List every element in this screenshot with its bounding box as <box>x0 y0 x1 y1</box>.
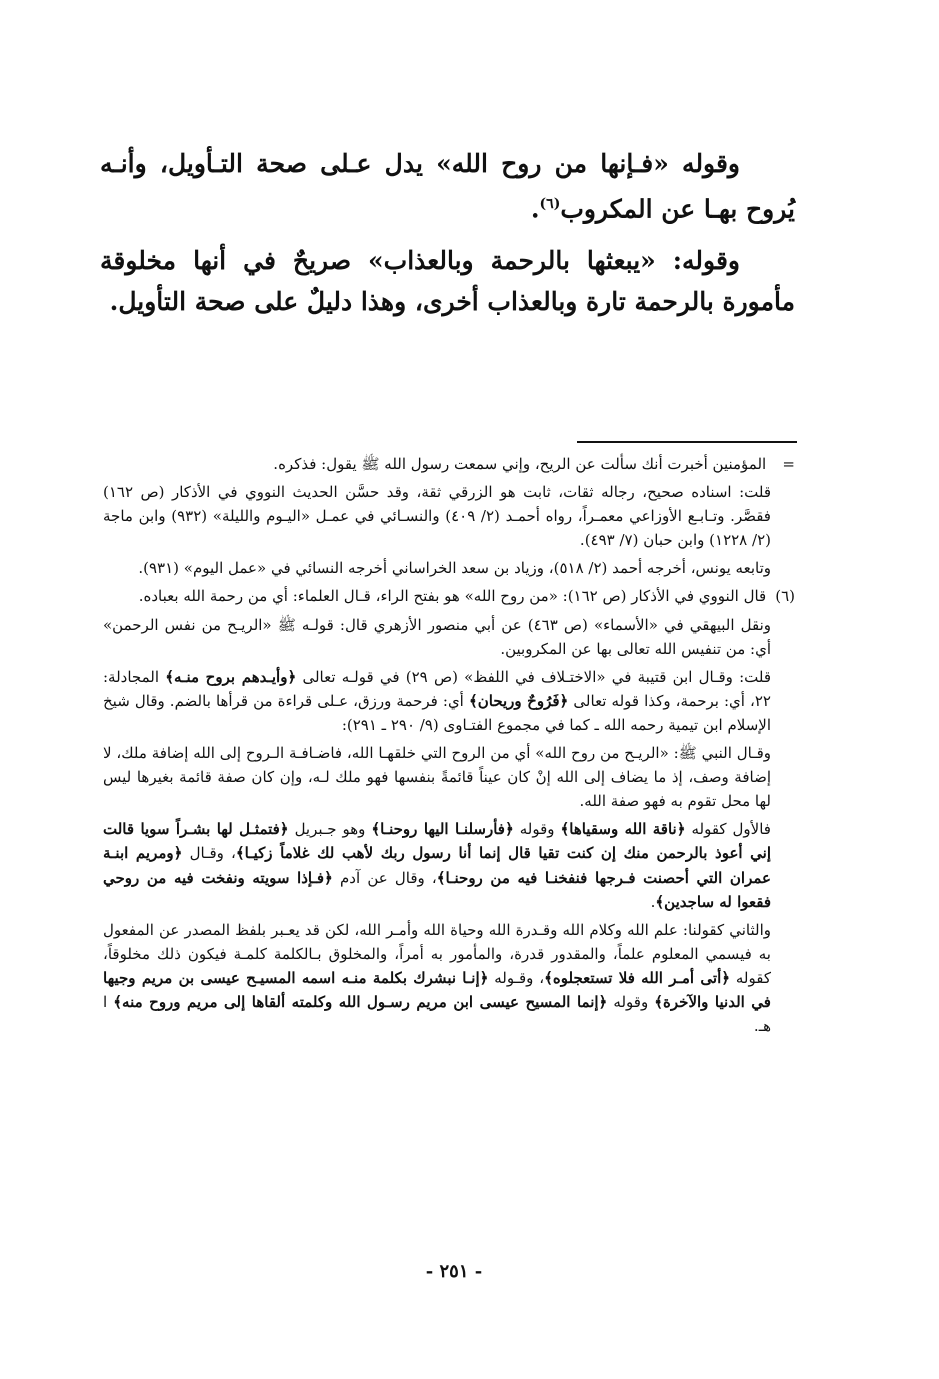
footnote-note-b: وتابعه يونس، أخرجه أحمد (٢/ ٥١٨)، وزياد بن سعد الخراساني أخرجه النسائي في «عمل اليوم» (٩٣١). <box>138 559 771 578</box>
quran-quote: ﴿ومريم ابنـة عمران التي أحصنت فـرجها فنفخنـا فيه من روحنـا﴾ <box>103 844 771 887</box>
footnote-6-number: (٦) <box>775 587 795 606</box>
quran-quote: ﴿ناقة الله وسقياها﴾ <box>560 820 686 839</box>
footnote-6-paragraph-6: والثاني كقولنا: علم الله وكلام الله وقـدرة الله وحياة الله وأمـر الله، لكن قد يعـبر بلفظ المصدر عن المفعول به فيسمي المعلوم علماً، والمقدور قدرة، والمأمور به أمراً، والمخلوق بـالكلمة كلمـة فيكون ذلك مخلوقاً، كقوله ﴿أتى أمـر الله فلا تستعجلوه﴾، وقـوله ﴿إنـا نبشرك بكلمة منـه اسمه المسيـح عيسى بن مريم وجيها في الدنيا والآخرة﴾ وقوله ﴿إنما المسيح عيسى ابن مريم رسـول الله وكلمته ألقاها إلى مريم وروح منه﴾ ا هـ. <box>103 920 771 1036</box>
main-paragraph-1-text: وقوله «فـإنها من روح الله» يدل عـلى صحة التـأويل، وأنـه يُروح بهـا عن المكروب$^{(٦)}$. <box>100 149 795 224</box>
footnote-note-a: قلت: اسناده صحيح، رجاله ثقات، ثابت هو الزرقي ثقة، وقد حسَّن الحديث النووي في الأذكار (ص ١٦٢) فقصَّر. وتـابـع الأوزاعي معمـراً، رواه أحمـد (٢/ ٤٠٩) والنسـائي في عمـل «اليـوم والليلة» (٩٣٢) وابن ماجة (٢/ ١٢٢٨) وابن حبان (٧/ ٤٩٣). <box>103 483 771 550</box>
quran-quote: ﴿فَرُوحٌ وريحان﴾ <box>468 691 569 710</box>
continuation-text: المؤمنين أخبرت أنك سألت عن الريح، وإني سمعت رسول الله ﷺ يقول: فذكره. <box>273 455 767 473</box>
quran-quote: ﴿فـإذا سويته ونفخت فيه من روحي فقعوا له ساجدين﴾ <box>103 868 771 911</box>
footnote-6-paragraph-4: وقـال النبي ﷺ: «الريـح من روح الله» أي من الروح التي خلقهـا الله، فاضـافـة الـروح إلى الله إضافة ملك، لا إضافة وصف، إذ ما يضاف إلى الله إنْ كان عيناً قائمةً بنفسها فهو ملك لـه، وإن كان صفة قائمة بغيرها ليس لها محل تقوم به فهو صفة الله. <box>103 744 771 811</box>
footnote-6-paragraph-5: فالأول كقوله ﴿ناقة الله وسقياها﴾ وقوله ﴿فأرسلنـا اليها روحنـا﴾ وهو جـبريل ﴿فتمثـل لها بشـراً سويا قالت إني أعوذ بالرحمن منك إن كنت تقيا قال إنما أنا رسول ربك لأهب لك غلاماً زكيـا﴾، وقـال ﴿ومريم ابنـة عمران التي أحصنت فـرجها فنفخنـا فيه من روحنـا﴾، وقال عن آدم ﴿فـإذا سويته ونفخت فيه من روحي فقعوا له ساجدين﴾. <box>103 820 772 911</box>
footnote-6 <box>103 584 795 608</box>
footnote-separator <box>577 441 797 443</box>
continuation-marker: = <box>782 455 795 473</box>
quran-quote: ﴿فتمثـل لها بشـراً سويا قالت إني أعوذ بالرحمن منك إن كنت تقيا قال إنما أنا رسول ربك لأهب لك غلاماً زكيـا﴾ <box>103 820 772 863</box>
quran-quote: ﴿أتى أمـر الله فلا تستعجلوه﴾ <box>544 968 731 987</box>
quran-quote: ﴿فأرسلنـا اليها روحنـا﴾ <box>371 820 514 839</box>
footnote-6-paragraph-3: قلت: وقـال ابن قتيبة في «الاختـلاف في اللفظ» (ص ٢٩) في قولـه تعالى ﴿وأيـدهم بروح منـه﴾ المجادلة: ٢٢، أي: برحمة، وكذا قوله تعالى ﴿فَرُوحٌ وريحان﴾ أي: فرحمة ورزق، عـلى قراءة من قرأها بالضم. وقال شيخ الإسلام ابن تيمية رحمه الله ـ كما في مجموع الفتـاوى (٩/ ٢٩٠ ـ ٢٩١): <box>103 667 771 734</box>
footnote-reference-6: (٦) <box>539 196 561 212</box>
footnote-continuation <box>103 452 795 476</box>
main-paragraph-1 <box>100 143 795 229</box>
quran-quote: ﴿إنما المسيح عيسى ابن مريم رسـول الله وكلمته ألقاها إلى مريم وروح منه﴾ <box>113 992 608 1011</box>
page-number: - ٢٥١ - <box>425 1261 483 1282</box>
quran-quote: ﴿إنـا نبشرك بكلمة منـه اسمه المسيـح عيسى بن مريم وجيها في الدنيا والآخرة﴾ <box>103 968 771 1011</box>
main-paragraph-2-text: وقوله: «يبعثها بالرحمة وبالعذاب» صريحٌ في أنها مخلوقة مأمورة بالرحمة تارة وبالعذاب أخرى، وهذا دليلٌ على صحة التأويل. <box>100 246 795 316</box>
footnotes <box>103 452 795 1042</box>
footnote-6-paragraph-1: قال النووي في الأذكار (ص ١٦٢): «من روح الله» هو بفتح الراء، قـال العلماء: أي من رحمة الله بعباده. <box>138 587 767 606</box>
footnote-6-paragraph-2: ونقل البيهقي في «الأسماء» (ص ٤٦٣) عن أبي منصور الأزهري قال: قولـه ﷺ «الريـح من نفس الرحمن» أي: من تنفيس الله تعالى بها عن المكروبين. <box>103 615 771 658</box>
main-paragraph-2 <box>100 240 795 322</box>
quran-quote: ﴿وأيـدهم بروح منـه﴾ <box>165 667 297 686</box>
